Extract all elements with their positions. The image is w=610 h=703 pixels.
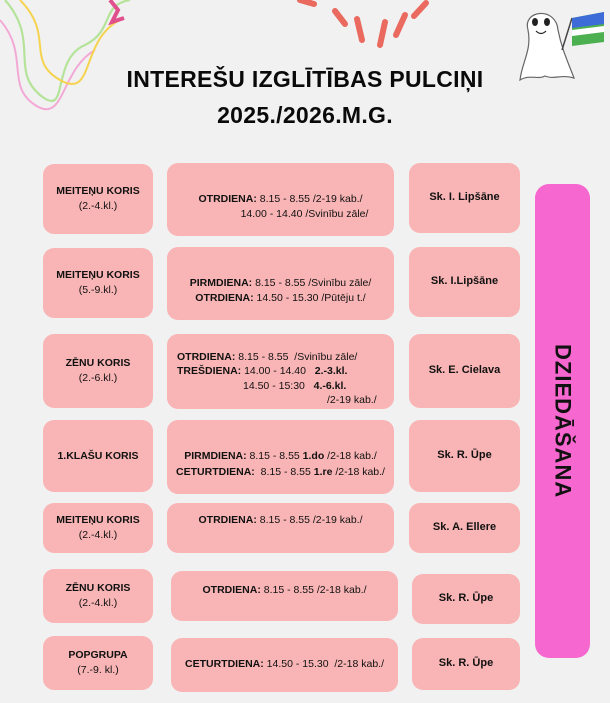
schedule-cell xyxy=(167,503,394,553)
schedule-time: 8.15 - 8.55 /2-18 kab./ xyxy=(260,584,367,596)
schedule-time: 14.50 - 15:30 xyxy=(243,379,314,392)
schedule-cell xyxy=(167,420,394,494)
club-grades: (2.-4.kl.) xyxy=(78,597,118,609)
club-name: POPGRUPA xyxy=(68,649,128,662)
teacher-name: Sk. E. Cielava xyxy=(428,364,501,377)
teacher-cell xyxy=(409,334,520,408)
club-grades: (7.-9. kl.) xyxy=(77,664,119,676)
schedule-day: PIRMDIENA: xyxy=(189,276,253,289)
club-name-cell xyxy=(43,164,153,234)
schedule-time: 8.15 - 8.55 /Svinību zāle/ xyxy=(235,351,358,364)
schedule-time: 14.00 - 14.40 xyxy=(241,365,315,378)
club-name-cell xyxy=(43,334,153,408)
club-name: MEITEŅU KORIS xyxy=(56,185,140,198)
teacher-cell xyxy=(412,574,520,624)
teacher-name: Sk. A. Ellere xyxy=(432,521,497,534)
schedule-day: CETURTDIENA: xyxy=(185,658,264,671)
club-grades: (2.-4.kl.) xyxy=(78,529,118,541)
schedule-time: 14.50 - 15.30 /Pūtēju t./ xyxy=(253,292,366,305)
schedule-day: OTRDIENA: xyxy=(198,514,257,526)
schedule-day: OTRDIENA: xyxy=(202,584,261,596)
schedule-day: TREŠDIENA: xyxy=(177,365,242,378)
school-year: 2025./2026.M.G. xyxy=(217,102,393,128)
schedule-grades: 1.do xyxy=(302,450,325,463)
teacher-cell xyxy=(412,638,520,690)
schedule-time: 8.15 - 8.55 xyxy=(254,465,314,478)
teacher-name: Sk. R. Ūpe xyxy=(438,657,494,670)
schedule-cell xyxy=(167,247,394,320)
teacher-name: Sk. R. Ūpe xyxy=(438,592,494,605)
category-label: DZIEDĀŠANA xyxy=(550,343,576,499)
schedule-grades: 4.-6.kl. xyxy=(313,379,347,392)
schedule-time: 8.15 - 8.55 /Svinību zāle/ xyxy=(252,276,372,289)
teacher-cell xyxy=(409,163,520,233)
club-name-cell xyxy=(43,636,153,690)
schedule-day: OTRDIENA: xyxy=(195,292,254,305)
teacher-name: Sk. I. Lipšāne xyxy=(429,191,500,204)
schedule-cell xyxy=(171,638,398,692)
club-name: MEITEŅU KORIS xyxy=(56,514,140,527)
teacher-name: Sk. R. Ūpe xyxy=(437,449,492,462)
teacher-cell xyxy=(409,503,520,553)
club-grades: (2.-4.kl.) xyxy=(78,200,118,212)
schedule-day: CETURTDIENA: xyxy=(176,465,255,478)
schedule-time: 8.15 - 8.55 xyxy=(246,450,303,463)
page-title: INTEREŠU IZGLĪTĪBAS PULCIŅI xyxy=(126,66,484,92)
schedule-room: /2-19 kab./ xyxy=(327,393,377,406)
club-grades: (5.-9.kl.) xyxy=(78,284,118,296)
schedule-day: PIRMDIENA: xyxy=(184,450,247,463)
club-name: MEITEŅU KORIS xyxy=(56,269,140,282)
club-name-cell xyxy=(43,569,153,623)
club-name-cell xyxy=(43,420,153,492)
schedule-grades: 1.re xyxy=(313,465,333,478)
category-label-panel xyxy=(535,184,590,658)
club-name-cell xyxy=(43,248,153,318)
club-name: 1.KLAŠU KORIS xyxy=(57,449,139,462)
schedule-time: 14.00 - 14.40 /Svinību zāle/ xyxy=(240,208,369,221)
schedule-day: OTRDIENA: xyxy=(198,192,257,205)
schedule-room: /2-18 kab./ xyxy=(332,465,385,478)
schedule-cell xyxy=(167,163,394,236)
club-grades: (2.-6.kl.) xyxy=(78,372,118,384)
schedule-time: 8.15 - 8.55 /2-19 kab./ xyxy=(256,192,363,205)
schedule-time: 8.15 - 8.55 /2-19 kab./ xyxy=(256,514,363,526)
schedule-room: /2-18 kab./ xyxy=(324,450,377,463)
club-name: ZĒNU KORIS xyxy=(65,582,131,595)
schedule-grades: 2.-3.kl. xyxy=(314,365,348,378)
schedule-cell xyxy=(167,334,394,409)
teacher-name: Sk. I.Lipšāne xyxy=(430,275,499,288)
teacher-cell xyxy=(409,420,520,492)
club-name: ZĒNU KORIS xyxy=(65,357,131,370)
schedule-cell xyxy=(171,571,398,621)
club-name-cell xyxy=(43,503,153,553)
schedule-time: 14.50 - 15.30 /2-18 kab./ xyxy=(263,658,384,671)
sun-rays-icon xyxy=(300,0,426,45)
teacher-cell xyxy=(409,247,520,317)
schedule-day: OTRDIENA: xyxy=(177,351,236,364)
